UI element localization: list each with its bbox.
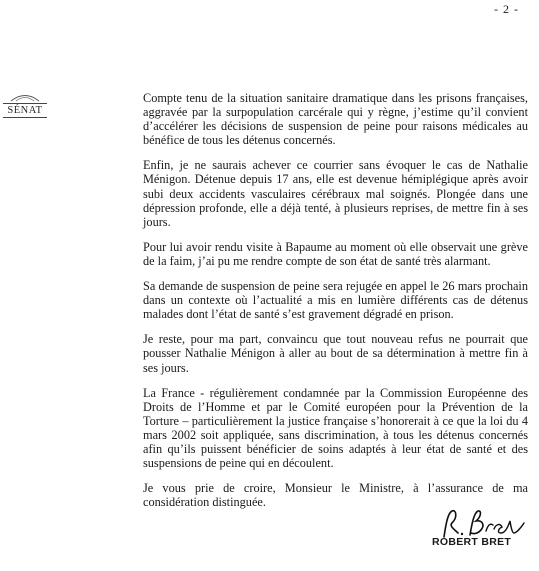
paragraph-3: Pour lui avoir rendu visite à Bapaume au moment où elle observait une grève de la faim, j’ai pu me rendre compte de son état de santé très alarmant. — [143, 239, 528, 268]
paragraph-5: Je reste, pour ma part, convaincu que tout nouveau refus ne pourrait que pousser Nathalie Ménigon à aller au bout de sa détermination à mettre fin à ses jours. — [143, 332, 528, 375]
senat-logo-text: SÉNAT — [3, 103, 47, 118]
handwritten-signature — [430, 503, 530, 563]
letter-body — [143, 91, 528, 520]
paragraph-2: Enfin, je ne saurais achever ce courrier sans évoquer le cas de Nathalie Ménigon. Détenue depuis 17 ans, elle est devenue hémiplégique après avoir subi deux accidents vasculaires cérébraux mal soignés. Plongée dans une dépression profonde, elle a déjà tenté, à plusieurs reprises, de mettre fin à ses jours. — [143, 158, 528, 229]
paragraph-4: Sa demande de suspension de peine sera rejugée en appel le 26 mars prochain dans un contexte où l’actualité a mis en lumière différents cas de détenus malades dont l’état de santé s’est gravement dégradé en prison. — [143, 279, 528, 322]
paragraph-6: La France - régulièrement condamnée par la Commission Européenne des Droits de l’Homme et par le Comité européen pour la Prévention de la Torture – particulièrement la justice française s’honorerait à ce que la loi du 4 mars 2002 soit appliquée, sans discrimination, à tous les détenus concernés afin qu’ils puissent bénéficier de soins adaptés à leur état de santé et des suspensions de peine qui en découlent. — [143, 385, 528, 471]
senat-logo-arc-icon — [8, 92, 42, 102]
page-number: - 2 - — [494, 2, 519, 16]
paragraph-closing: Je vous prie de croire, Monsieur le Ministre, à l’assurance de ma considération distinguée. — [143, 481, 528, 510]
senat-logo — [3, 92, 47, 118]
signer-name: ROBERT BRET — [432, 536, 512, 548]
paragraph-1: Compte tenu de la situation sanitaire dramatique dans les prisons françaises, aggravée par la surpopulation carcérale qui y règne, j’estime qu’il convient d’accélérer les décisions de suspension de peine pour raisons médicales au bénéfice de tous les détenus concernés. — [143, 91, 528, 148]
